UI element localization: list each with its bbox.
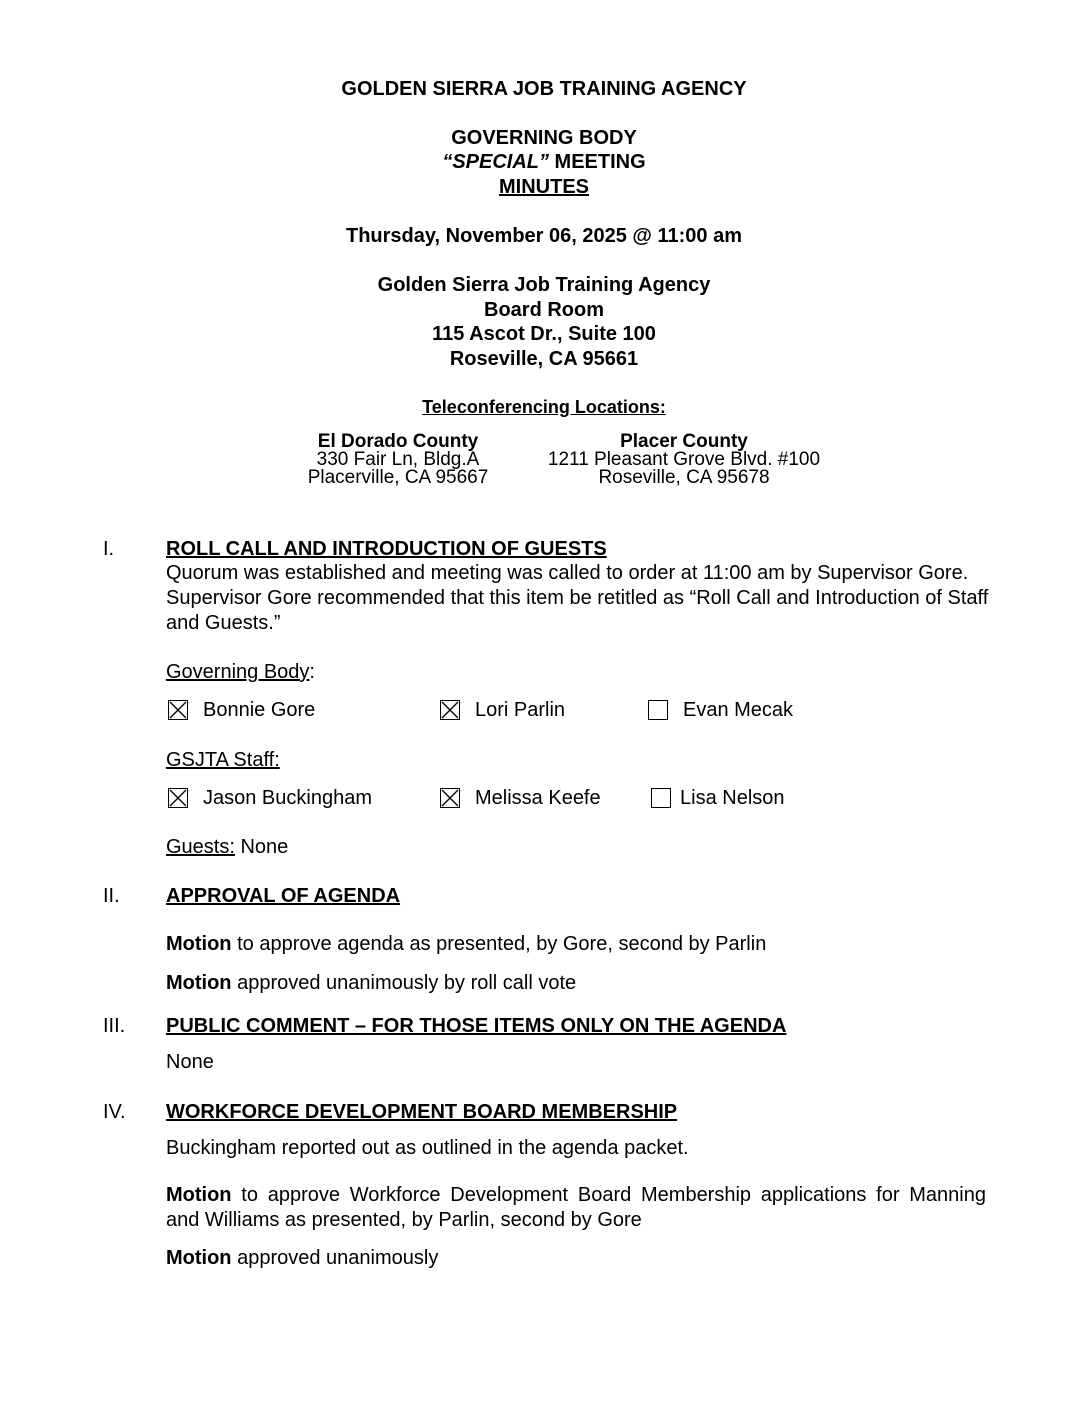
- governing-body-label: [166, 660, 315, 685]
- motion-text: to approve agenda as presented, by Gore, second by Parlin: [231, 933, 767, 955]
- tele-location-county: El Dorado County: [317, 431, 479, 452]
- attendance-bonnie-gore: [168, 698, 315, 722]
- section-title-roll-call: ROLL CALL AND INTRODUCTION OF GUESTS: [166, 538, 607, 560]
- paragraph-line: and Guests.”: [166, 612, 281, 634]
- checked-box-icon: [440, 788, 460, 808]
- attendance-lori-parlin: [440, 698, 565, 722]
- tele-location-county: Placer County: [620, 431, 748, 452]
- attendee-name: Evan Mecak: [683, 699, 794, 721]
- tele-location-address: 1211 Pleasant Grove Blvd. #100: [547, 449, 821, 470]
- motion-label: Motion: [166, 1247, 232, 1269]
- guests-value: None: [234, 836, 289, 858]
- section-number: I.: [103, 538, 115, 560]
- tele-location-placer: [524, 433, 844, 487]
- motion-label: Motion: [166, 933, 232, 955]
- attendee-name: Lisa Nelson: [680, 787, 785, 809]
- motion-result-text: approved unanimously: [231, 1247, 439, 1269]
- attendance-lisa-nelson: [651, 786, 785, 810]
- unchecked-box-icon: [651, 788, 671, 808]
- checked-box-icon: [440, 700, 460, 720]
- venue-line: Roseville, CA 95661: [449, 348, 639, 370]
- attendee-name: Jason Buckingham: [203, 787, 372, 809]
- special-label: “SPECIAL”: [442, 151, 549, 173]
- minutes-title: [0, 175, 1088, 199]
- checked-box-icon: [168, 788, 188, 808]
- agenda-motion-result: [166, 971, 576, 996]
- public-comment-text: None: [166, 1051, 214, 1073]
- meeting-label: MEETING: [549, 151, 646, 173]
- tele-location-city: Placerville, CA 95667: [307, 467, 489, 488]
- section-number: II.: [103, 885, 120, 907]
- unchecked-box-icon: [648, 700, 668, 720]
- venue-line: Board Room: [484, 299, 604, 321]
- wdb-report-text: Buckingham reported out as outlined in the agenda packet.: [166, 1137, 689, 1159]
- motion-label: Motion: [166, 1184, 232, 1206]
- venue-line: Golden Sierra Job Training Agency: [377, 274, 711, 296]
- staff-label: [166, 748, 280, 773]
- section-title-public-comment: PUBLIC COMMENT – FOR THOSE ITEMS ONLY ON THE AGENDA: [166, 1015, 787, 1037]
- tele-location-address: 330 Fair Ln, Bldg.A: [316, 449, 480, 470]
- tele-location-el-dorado: [288, 433, 508, 487]
- attendee-name: Melissa Keefe: [475, 787, 601, 809]
- staff-label-text: GSJTA Staff:: [166, 749, 280, 771]
- minutes-label: MINUTES: [499, 176, 589, 198]
- motion-label: Motion: [166, 972, 232, 994]
- tele-location-city: Roseville, CA 95678: [598, 467, 770, 488]
- venue-line: 115 Ascot Dr., Suite 100: [432, 323, 656, 345]
- agency-title: GOLDEN SIERRA JOB TRAINING AGENCY: [341, 78, 747, 100]
- meeting-datetime: Thursday, November 06, 2025 @ 11:00 am: [346, 225, 742, 247]
- paragraph-line: Quorum was established and meeting was called to order at 11:00 am by Supervisor Gore.: [166, 562, 969, 584]
- guests-line: [166, 835, 288, 860]
- attendance-melissa-keefe: [440, 786, 601, 810]
- teleconference-heading: [0, 395, 1088, 419]
- guests-label: Guests:: [166, 836, 235, 858]
- section-number: IV.: [103, 1101, 126, 1123]
- governing-body-label-colon: :: [309, 661, 315, 683]
- governing-body-label-text: Governing Body: [166, 661, 310, 683]
- governing-body-title: GOVERNING BODY: [451, 127, 637, 149]
- wdb-motion-result: [166, 1246, 438, 1271]
- motion-result-text: approved unanimously by roll call vote: [231, 972, 577, 994]
- section-title-approval-of-agenda: APPROVAL OF AGENDA: [166, 885, 401, 907]
- attendee-name: Bonnie Gore: [203, 699, 316, 721]
- roll-call-paragraph: [166, 561, 1046, 636]
- section-title-wdb-membership: WORKFORCE DEVELOPMENT BOARD MEMBERSHIP: [166, 1101, 678, 1123]
- teleconference-heading-label: Teleconferencing Locations:: [422, 397, 666, 417]
- agenda-motion: [166, 932, 766, 957]
- paragraph-line: Supervisor Gore recommended that this item be retitled as “Roll Call and Introduction of Staff: [166, 587, 989, 609]
- meeting-type-title: [0, 150, 1088, 174]
- attendance-evan-mecak: [648, 698, 793, 722]
- motion-text: to approve Workforce Development Board Membership applications for Manning and Williams as presented, by Parlin, second by Gore: [166, 1184, 986, 1231]
- attendee-name: Lori Parlin: [475, 699, 566, 721]
- section-number: III.: [103, 1015, 126, 1037]
- wdb-motion: [166, 1183, 986, 1233]
- attendance-jason-buckingham: [168, 786, 372, 810]
- checked-box-icon: [168, 700, 188, 720]
